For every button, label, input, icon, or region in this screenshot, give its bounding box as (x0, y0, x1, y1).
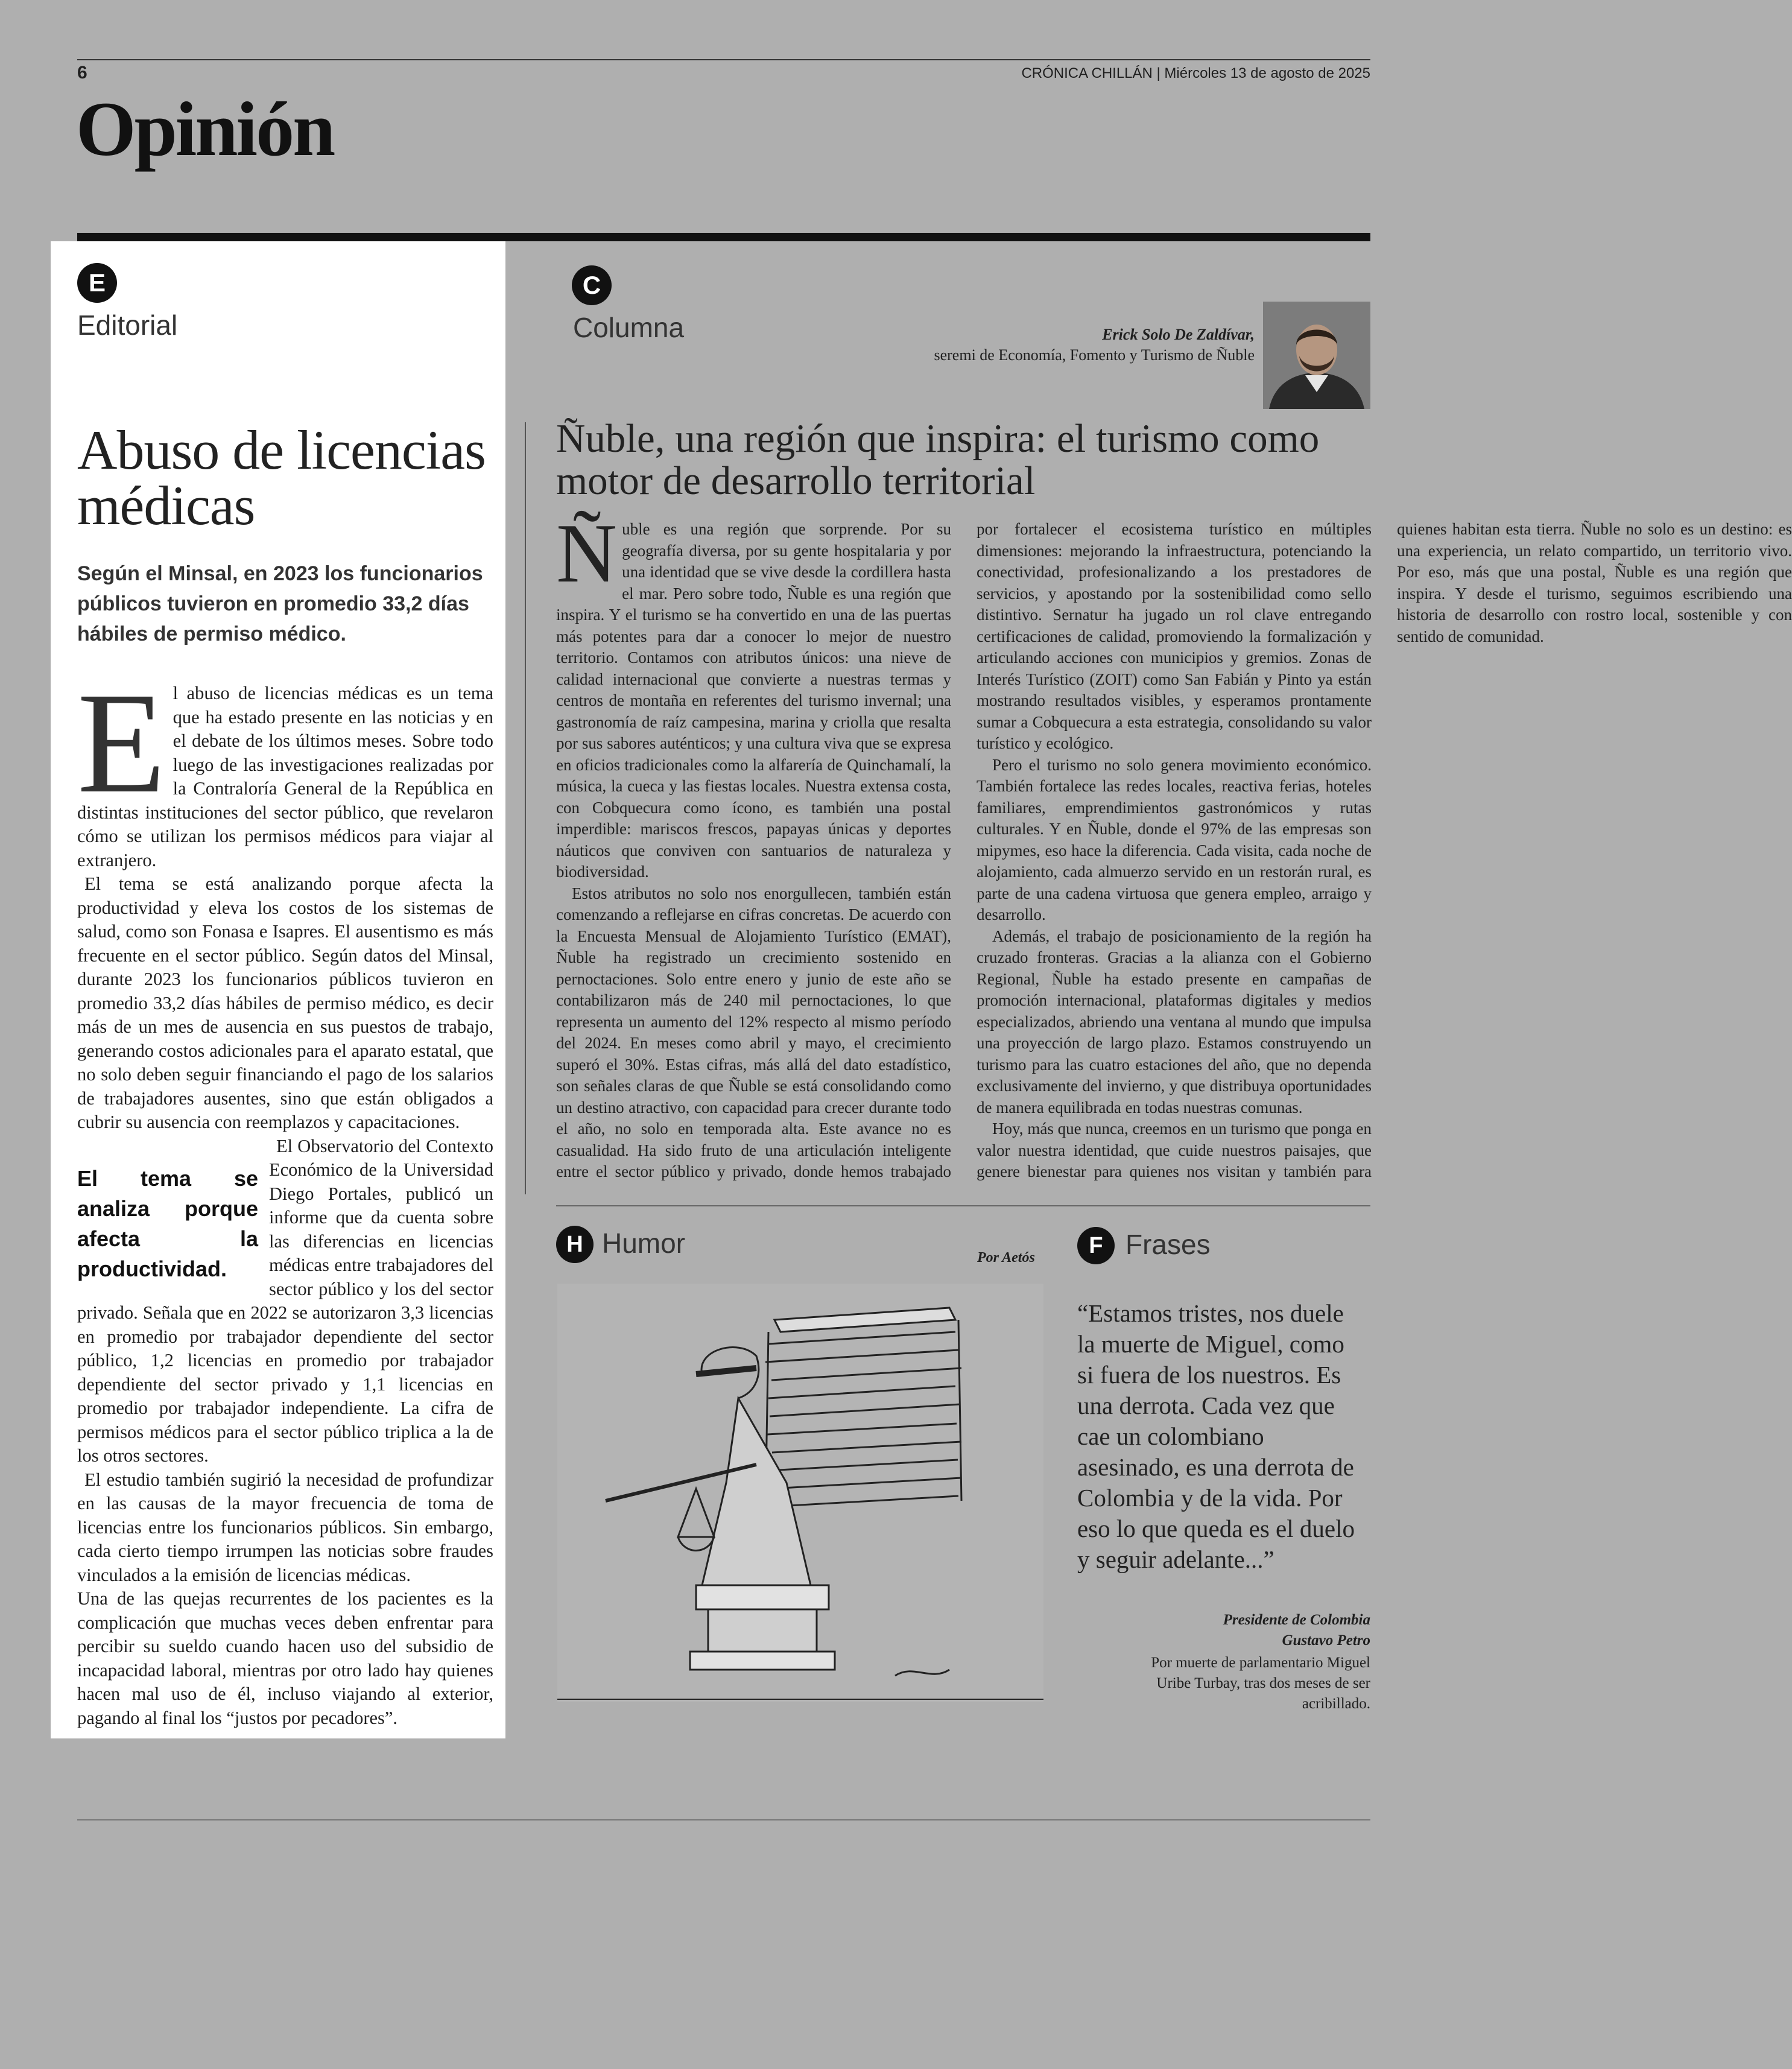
humor-badge: H (556, 1226, 594, 1263)
author-avatar (1263, 302, 1370, 409)
column-paragraph-4: Además, el trabajo de posicionamiento de la región ha cruzado fronteras. Gracias a la alianza con el Gobierno Regional, Ñuble ha estado presente en campañas de promoción internacional, plataformas digitales y medios especializados, abriendo una ventana al mundo que impulsa una proyección de largo plazo. Estamos construyendo un turismo para las cuatro estaciones del año, que no dependa exclusivamente del invierno, y que distribuya oportunidades de manera equilibrada en todas nuestras comunas. (977, 927, 1372, 1117)
editorial-badge: E (77, 263, 117, 303)
editorial-paragraph-1: l abuso de licencias médicas es un tema que ha estado presente en las noticias y en el debate de los últimos meses. Sobre todo luego de las investigaciones realizadas por la Contraloría General de la República en distintas instituciones del sector público, que revelaron cómo se utilizan los permisos médicos para viajar al extranjero. (77, 683, 493, 870)
column-author-name: Erick Solo De Zaldívar, (1102, 326, 1255, 343)
page-number: 6 (77, 63, 87, 83)
frases-attribution-name: Gustavo Petro (1282, 1632, 1370, 1649)
editorial-paragraph-5: Una de las quejas recurrentes de los pacientes es la complicación que muchas veces deben enfrentar para percibir su sueldo cuando hacen uso del subsidio de incapacidad laboral, mientras por otro lado hay quienes hacen mal uso de él, incluso viajando al exterior, pagando al final los “justos por pecadores”. (77, 1588, 493, 1728)
column-paragraph-2: Estos atributos no solo nos enorgullecen, también están comenzando a reflejarse en cifras concretas. De acuerdo con la Encuesta Mensual de Alojamiento Turístico (EMAT), Ñuble ha registrado un crecimiento sostenido en pernoctaciones. Solo entre enero y junio de este año se contabilizaron más de 240 mil pernoctaciones, lo que representa un aumento del 12% respecto al mismo período del 2024. En meses como abril y mayo, el crecimiento superó el 30%. Estas cifras, más allá del dato estadístico, son señales claras de que Ñuble se está consolidando como un destino atractivo, con capacidad para crecer durante todo el año, no solo en temporada alta. Este avance no es casualidad. Ha sido fruto de una articulación inteligente entre el sector público y privado, donde hemos trabajado por fortalecer el ecosistema turístico en múltiples dimensiones: mejorando la infraestructura, potenciando la conectividad, profesionalizando a los prestadores de servicios, y apostando por la sostenibilidad como sello distintivo. Sernatur ha jugado un rol clave entregando certificaciones de calidad, promoviendo la formalización y articulando acciones con municipios y gremios. Zonas de Interés Turístico (ZOIT) como San Fabián y Pinto ya están mostrando resultados visibles, y esperamos prontamente sumar a Cobquecura a esta estrategia, consolidando su valor turístico y ecológico. (556, 520, 1372, 1180)
column-badge: C (572, 265, 612, 305)
column-paragraph-1: uble es una región que sorprende. Por su geografía diversa, por su gente hospitalaria y por una identidad que se vive desde la cordillera hasta el mar. Pero sobre todo, Ñuble es una región que inspira. Y el turismo se ha convertido en una de las puertas más potentes para dar a conocer lo mejor de nuestro territorio. Contamos con atributos únicos: una nieve de calidad internacional que convierte a nuestras termas y centros de montaña en referentes del turismo invernal; una gastronomía de raíz campesina, marina y criolla que resalta por sus sabores auténticos; y una cultura viva que se expresa en oficios tradicionales como la alfarería de Quinchamalí, la música, la cueca y las fiestas locales. Nuestra extensa costa, con Cobquecura como ícono, es también una postal imperdible: mariscos frescos, papayas únicas y deportes náuticos que conviven con santuarios de naturaleza y biodiversidad. (556, 520, 951, 881)
editorial-pullquote: El tema se analiza porque afecta la productividad. (77, 1165, 258, 1281)
paper-stack-icon (765, 1308, 961, 1513)
editorial-paragraph-2: El tema se está analizando porque afecta la productividad y eleva los costos de los sistemas de salud, como son Fonasa e Isapres. El ausentismo es más frecuente en el sector público. Según datos del Minsal, durante 2023 los funcionarios públicos tuvieron en promedio 33,2 días hábiles de permiso médico, es decir más de un mes de ausencia en sus puestos de trabajo, generando costos adicionales para el aparato estatal, que no solo deben seguir financiando el pago de los salarios de trabajadores ausentes, sino que están obligados a cubrir su ausencia con reemplazos y capacitaciones. (77, 873, 493, 1132)
column-divider (525, 422, 526, 1194)
column-paragraph-3: Pero el turismo no solo genera movimiento económico. También fortalece las redes locales, reactiva ferias, hoteles familiares, emprendimientos gastronómicos y rutas culturales. Y en Ñuble, donde el 97% de las empresas son mipymes, eso hace la diferencia. Cada visita, cada noche de alojamiento, cada almuerzo servido en un restorán rural, es parte de una cadena virtuosa que genera empleo, arraigo y desarrollo. (977, 755, 1372, 924)
humor-cartoon (557, 1284, 1043, 1702)
column-bottom-rule (556, 1205, 1370, 1206)
frases-attribution-note: Por muerte de parlamentario Miguel Uribe Turbay, tras dos meses de ser acribillado. (1151, 1655, 1370, 1712)
masthead: CRÓNICA CHILLÁN | Miércoles 13 de agosto de 2025 (1021, 65, 1370, 81)
frases-label: Frases (1126, 1229, 1211, 1260)
section-rule (77, 233, 1370, 241)
column-headline: Ñuble, una región que inspira: el turismo como motor de desarrollo territorial (556, 416, 1320, 503)
editorial-label: Editorial (77, 309, 178, 341)
editorial-dropcap: E (77, 662, 166, 823)
editorial-paragraph-4: El estudio también sugirió la necesidad de profundizar en las causas de la mayor frecuencia de toma de licencias entre los funcionarios públicos. Sin embargo, cada cierto tiempo irrumpen las noticias sobre fraudes vinculados a la emisión de licencias médicas. (77, 1469, 493, 1585)
column-dropcap: Ñ (556, 507, 618, 600)
frases-badge: F (1077, 1227, 1115, 1264)
column-label: Columna (573, 312, 685, 343)
humor-bottom-rule (557, 1699, 1043, 1700)
frases-attribution-title: Presidente de Colombia (1223, 1612, 1370, 1628)
top-rule (77, 59, 1370, 60)
editorial-lead: Según el Minsal, en 2023 los funcionarios públicos tuvieron en promedio 33,2 días hábiles de permiso médico. (77, 562, 483, 645)
editorial-paragraph-3: El Observatorio del Contexto Económico de la Universidad Diego Portales, publicó un informe que da cuenta sobre las diferencias en licencias médicas entre trabajadores del sector público y los del sector privado. Señala que en 2022 se autorizaron 3,3 licencias en promedio por trabajador dependiente del sector público, 1,2 licencias en promedio por trabajador dependiente del sector privado y 1,1 licencias en promedio por trabajador independiente. La cifra de permisos médicos para el sector público triplica a la de los otros sectores. (77, 1135, 493, 1466)
column-author-role: seremi de Economía, Fomento y Turismo de Ñuble (934, 346, 1255, 364)
humor-label: Humor (602, 1228, 686, 1259)
frases-quote: “Estamos tristes, nos duele la muerte de Miguel, como si fuera de los nuestros. Es una derrota. Cada vez que cae un colombiano asesinado, es una derrota de Colombia y de la vida. Por eso lo que queda es el duelo y seguir adelante...” (1077, 1299, 1355, 1573)
editorial-headline: Abuso de licencias médicas (77, 419, 486, 536)
editorial-body (77, 662, 493, 1730)
column-paragraph-5: Hoy, más que nunca, creemos en un turismo que ponga en valor nuestra identidad, que cuide nuestros paisajes, que genere bienestar para quienes nos visitan y también para quienes habitan esta tierra. Ñuble no solo es un destino: es una experiencia, un relato compartido, un territorio vivo. Por eso, más que una postal, Ñuble es una región que inspira. Y desde el turismo, seguimos escribiendo una historia de desarrollo con rostro local, sostenible y con sentido de comunidad. (977, 520, 1792, 1180)
section-title: Opinión (76, 86, 334, 172)
page-bottom-rule (77, 1819, 1370, 1820)
column-body (556, 507, 1792, 1198)
humor-byline: Por Aetós (977, 1250, 1035, 1266)
